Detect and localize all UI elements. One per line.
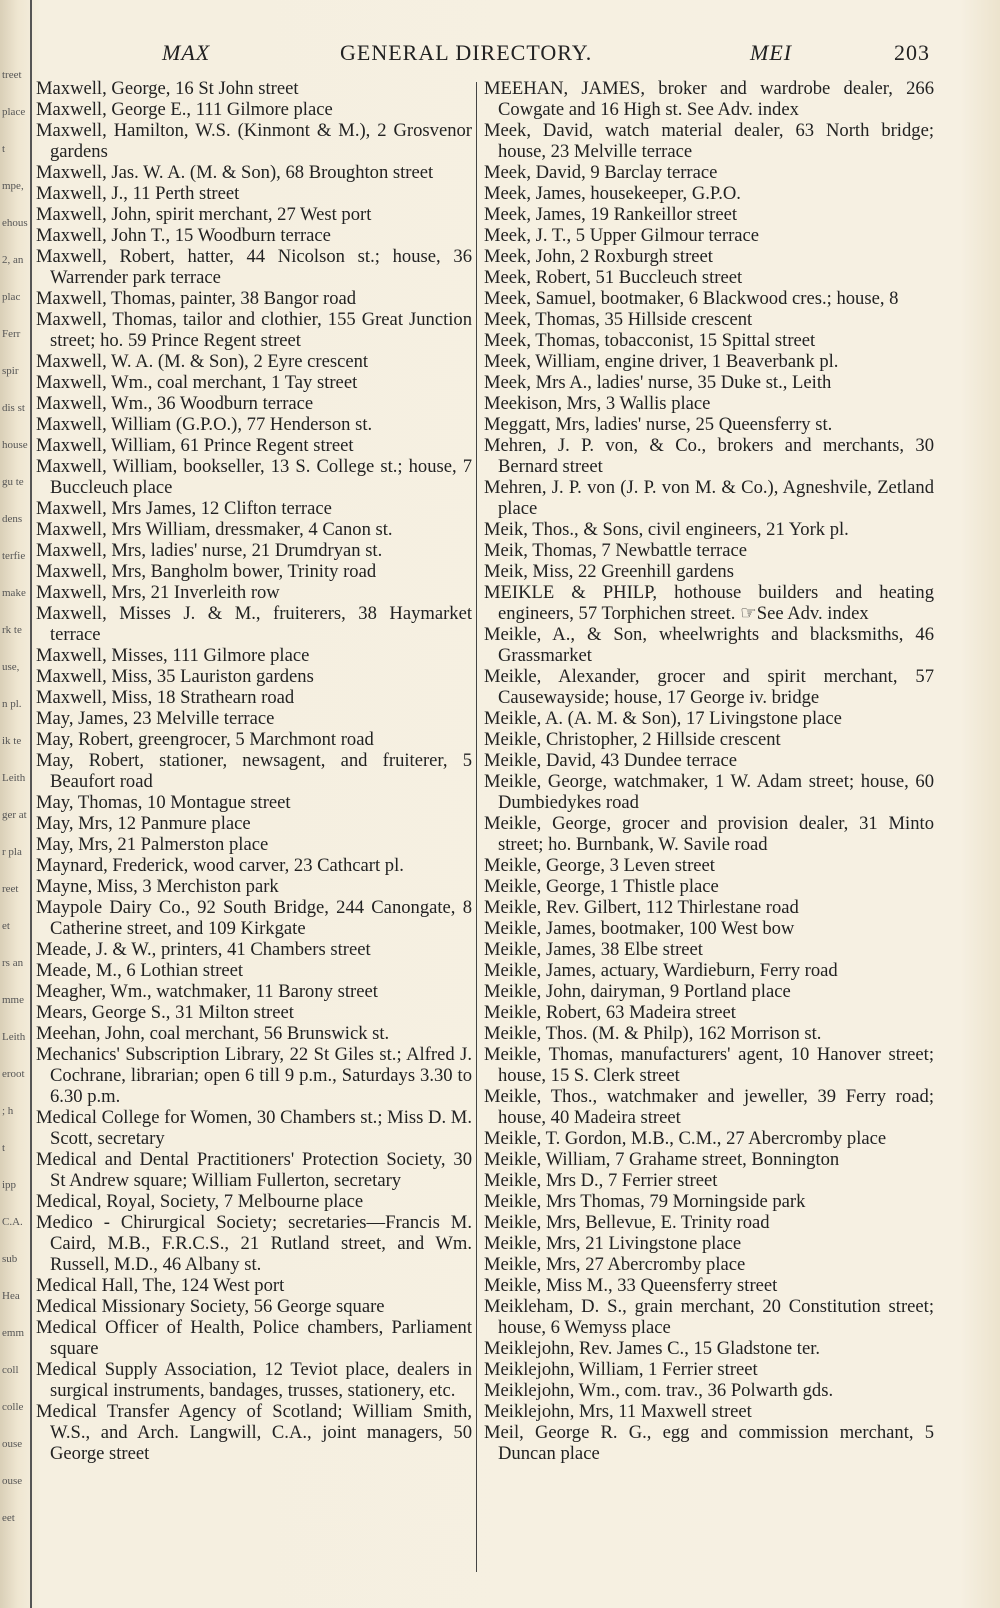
directory-entry: Meikle, John, dairyman, 9 Portland place xyxy=(484,981,791,1002)
directory-entry: Meiklejohn, Mrs, 11 Maxwell street xyxy=(484,1401,752,1422)
gutter-text-fragment: ipp xyxy=(2,1179,17,1191)
directory-entry: Meikle, Mrs Thomas, 79 Morningside park xyxy=(484,1191,806,1212)
gutter-text-fragment: rk te xyxy=(2,624,22,636)
directory-entry: MEEHAN, JAMES, broker and wardrobe dealer, 266 Cowgate and 16 High st. See Adv. index xyxy=(484,78,934,120)
directory-entry: Meikle, James, bootmaker, 100 West bow xyxy=(484,918,795,939)
gutter-text-fragment: spir xyxy=(2,365,19,377)
page-header xyxy=(40,40,930,70)
gutter-text-fragment: ik te xyxy=(2,735,22,747)
directory-entry: Maxwell, W. A. (M. & Son), 2 Eyre crescent xyxy=(36,351,369,372)
directory-entry: May, Robert, greengrocer, 5 Marchmont road xyxy=(36,729,374,750)
directory-entry: Medico - Chirurgical Society; secretaries—Francis M. Caird, M.B., F.R.C.S., 21 Rutland street, and Wm. Russell, M.D., 46 Albany st. xyxy=(36,1212,472,1275)
directory-entry: Maynard, Frederick, wood carver, 23 Cathcart pl. xyxy=(36,855,404,876)
directory-entry: Meikle, Mrs, 27 Abercromby place xyxy=(484,1254,746,1275)
directory-entry: Meek, James, housekeeper, G.P.O. xyxy=(484,183,741,204)
directory-entry: Maxwell, Miss, 18 Strathearn road xyxy=(36,687,295,708)
directory-entry: Meikle, David, 43 Dundee terrace xyxy=(484,750,737,771)
gutter-text-fragment: dens xyxy=(2,513,23,525)
directory-entry: Maypole Dairy Co., 92 South Bridge, 244 Canongate, 8 Catherine street, and 109 Kirkgate xyxy=(36,897,472,939)
gutter-text-fragment: r pla xyxy=(2,846,22,858)
directory-entry: Meikle, Robert, 63 Madeira street xyxy=(484,1002,736,1023)
directory-entry: Meikle, James, 38 Elbe street xyxy=(484,939,703,960)
gutter-text-fragment: mme xyxy=(2,994,24,1006)
directory-entry: Meek, Robert, 51 Buccleuch street xyxy=(484,267,743,288)
directory-entry: Meek, James, 19 Rankeillor street xyxy=(484,204,738,225)
directory-entry: Meek, Samuel, bootmaker, 6 Blackwood cres.; house, 8 xyxy=(484,288,899,309)
directory-entry: Meikle, George, 3 Leven street xyxy=(484,855,715,876)
directory-entry: Mehren, J. P. von, & Co., brokers and merchants, 30 Bernard street xyxy=(484,435,934,477)
directory-entry: Meil, George R. G., egg and commission merchant, 5 Duncan place xyxy=(484,1422,934,1464)
directory-entry: Maxwell, William (G.P.O.), 77 Henderson st. xyxy=(36,414,373,435)
directory-entry: Mehren, J. P. von (J. P. von M. & Co.), Agneshvile, Zetland place xyxy=(484,477,934,519)
directory-entry: Maxwell, Mrs William, dressmaker, 4 Canon st. xyxy=(36,519,393,540)
gutter-text-fragment: ehous xyxy=(2,217,28,229)
gutter-text-fragment: use, xyxy=(2,661,20,673)
directory-entry: Meik, Miss, 22 Greenhill gardens xyxy=(484,561,734,582)
gutter-text-fragment: sub xyxy=(2,1253,18,1265)
directory-entry: Meikle, Alexander, grocer and spirit merchant, 57 Causewayside; house, 17 George iv. bridge xyxy=(484,666,934,708)
directory-entry: Meikle, Mrs, Bellevue, E. Trinity road xyxy=(484,1212,770,1233)
directory-entry: Meikle, T. Gordon, M.B., C.M., 27 Abercromby place xyxy=(484,1128,887,1149)
gutter-text-fragment: emm xyxy=(2,1327,24,1339)
directory-entry: Meiklejohn, William, 1 Ferrier street xyxy=(484,1359,758,1380)
gutter-text-fragment: t xyxy=(2,1142,6,1154)
gutter-text-fragment: et xyxy=(2,920,10,932)
gutter-text-fragment: mpe, xyxy=(2,180,24,192)
gutter-text-fragment: t xyxy=(2,143,6,155)
directory-entry: Meikle, George, watchmaker, 1 W. Adam street; house, 60 Dumbiedykes road xyxy=(484,771,934,813)
directory-entry: Meikle, James, actuary, Wardieburn, Ferry road xyxy=(484,960,838,981)
gutter-text-fragment: coll xyxy=(2,1364,19,1376)
gutter-text-fragment: gu te xyxy=(2,476,24,488)
directory-entry: Meik, Thomas, 7 Newbattle terrace xyxy=(484,540,747,561)
gutter-text-fragment: eroot xyxy=(2,1068,25,1080)
directory-entry: Maxwell, William, bookseller, 13 S. College st.; house, 7 Buccleuch place xyxy=(36,456,472,498)
directory-entry: Maxwell, Misses J. & M., fruiterers, 38 Haymarket terrace xyxy=(36,603,472,645)
directory-entry: May, Thomas, 10 Montague street xyxy=(36,792,291,813)
column-divider xyxy=(476,82,477,1572)
directory-entry: Maxwell, Miss, 35 Lauriston gardens xyxy=(36,666,314,687)
directory-entry: May, James, 23 Melville terrace xyxy=(36,708,275,729)
directory-entry: Maxwell, Thomas, tailor and clothier, 155 Great Junction street; ho. 59 Prince Regent street xyxy=(36,309,472,351)
directory-entry: Medical Officer of Health, Police chambers, Parliament square xyxy=(36,1317,472,1359)
header-title: GENERAL DIRECTORY. xyxy=(340,40,593,65)
gutter-text-fragment: Hea xyxy=(2,1290,20,1302)
gutter-text-fragment: ger at xyxy=(2,809,27,821)
directory-entry: Maxwell, Hamilton, W.S. (Kinmont & M.), 2 Grosvenor gardens xyxy=(36,120,472,162)
gutter-text-fragment: C.A. xyxy=(2,1216,23,1228)
gutter-text-fragment: place xyxy=(2,106,26,118)
directory-entry: Maxwell, Wm., 36 Woodburn terrace xyxy=(36,393,314,414)
gutter-text-fragment: treet xyxy=(2,69,22,81)
directory-entry: May, Mrs, 12 Panmure place xyxy=(36,813,251,834)
directory-entry: Meek, John, 2 Roxburgh street xyxy=(484,246,713,267)
adjacent-page-gutter xyxy=(0,0,32,1608)
directory-entry: Medical, Royal, Society, 7 Melbourne place xyxy=(36,1191,364,1212)
directory-entry: Meagher, Wm., watchmaker, 11 Barony street xyxy=(36,981,378,1002)
directory-entry: Meek, J. T., 5 Upper Gilmour terrace xyxy=(484,225,760,246)
directory-entry: Maxwell, John T., 15 Woodburn terrace xyxy=(36,225,331,246)
gutter-text-fragment: Leith xyxy=(2,1031,26,1043)
directory-entry: Meikle, Miss M., 33 Queensferry street xyxy=(484,1275,778,1296)
directory-entry: Meikle, A. (A. M. & Son), 17 Livingstone place xyxy=(484,708,842,729)
directory-entry: Medical College for Women, 30 Chambers st.; Miss D. M. Scott, secretary xyxy=(36,1107,472,1149)
directory-entry: Maxwell, John, spirit merchant, 27 West port xyxy=(36,204,372,225)
directory-entry: Meade, M., 6 Lothian street xyxy=(36,960,244,981)
gutter-text-fragment: ouse xyxy=(2,1475,23,1487)
directory-entry: Meikle, Thos., watchmaker and jeweller, 39 Ferry road; house, 40 Madeira street xyxy=(484,1086,934,1128)
gutter-text-fragment: ; h xyxy=(2,1105,14,1117)
directory-entry: Meggatt, Mrs, ladies' nurse, 25 Queensferry st. xyxy=(484,414,833,435)
directory-entry: Maxwell, Thomas, painter, 38 Bangor road xyxy=(36,288,357,309)
directory-entry: Mayne, Miss, 3 Merchiston park xyxy=(36,876,279,897)
gutter-text-fragment: 2, an xyxy=(2,254,24,266)
directory-entry: Maxwell, Misses, 111 Gilmore place xyxy=(36,645,310,666)
page-number: 203 xyxy=(894,40,930,65)
directory-entry: Maxwell, Mrs, 21 Inverleith row xyxy=(36,582,280,603)
gutter-text-fragment: rs an xyxy=(2,957,24,969)
directory-entry: Meek, Mrs A., ladies' nurse, 35 Duke st., Leith xyxy=(484,372,832,393)
directory-entry: Meik, Thos., & Sons, civil engineers, 21 York pl. xyxy=(484,519,849,540)
directory-entry: Medical Transfer Agency of Scotland; William Smith, W.S., and Arch. Langwill, C.A., joint managers, 50 George street xyxy=(36,1401,472,1464)
directory-entry: Meikle, Mrs D., 7 Ferrier street xyxy=(484,1170,718,1191)
directory-entry: Maxwell, George, 16 St John street xyxy=(36,78,299,99)
directory-entry: Maxwell, Mrs James, 12 Clifton terrace xyxy=(36,498,332,519)
directory-entry: Meikle, George, grocer and provision dealer, 31 Minto street; ho. Burnbank, W. Savile road xyxy=(484,813,934,855)
directory-entry: Maxwell, J., 11 Perth street xyxy=(36,183,240,204)
gutter-text-fragment: Leith xyxy=(2,772,26,784)
directory-entry: Meek, David, 9 Barclay terrace xyxy=(484,162,718,183)
gutter-text-fragment: terfie xyxy=(2,550,26,562)
directory-entry: May, Robert, stationer, newsagent, and fruiterer, 5 Beaufort road xyxy=(36,750,472,792)
gutter-text-fragment: Ferr xyxy=(2,328,21,340)
gutter-text-fragment: reet xyxy=(2,883,19,895)
directory-entry: Mechanics' Subscription Library, 22 St Giles st.; Alfred J. Cochrane, librarian; open 6 till 9 p.m., Saturdays 3.30 to 6.30 p.m. xyxy=(36,1044,472,1107)
directory-entry: Meikle, Mrs, 21 Livingstone place xyxy=(484,1233,742,1254)
directory-entry: Meek, David, watch material dealer, 63 North bridge; house, 23 Melville terrace xyxy=(484,120,934,162)
directory-entry: Medical Missionary Society, 56 George square xyxy=(36,1296,385,1317)
directory-entry: Meikle, William, 7 Grahame street, Bonnington xyxy=(484,1149,840,1170)
directory-entry: Meikle, A., & Son, wheelwrights and blacksmiths, 46 Grassmarket xyxy=(484,624,934,666)
gutter-text-fragment: eet xyxy=(2,1512,15,1524)
directory-entry: Meek, Thomas, 35 Hillside crescent xyxy=(484,309,753,330)
gutter-text-fragment: colle xyxy=(2,1401,24,1413)
gutter-text-fragment: plac xyxy=(2,291,21,303)
directory-entry: Mears, George S., 31 Milton street xyxy=(36,1002,294,1023)
directory-entry: May, Mrs, 21 Palmerston place xyxy=(36,834,269,855)
gutter-text-fragment: make xyxy=(2,587,26,599)
directory-entry: Meikle, Rev. Gilbert, 112 Thirlestane road xyxy=(484,897,799,918)
directory-entry: Meikle, George, 1 Thistle place xyxy=(484,876,719,897)
directory-entry: Maxwell, Robert, hatter, 44 Nicolson st.; house, 36 Warrender park terrace xyxy=(36,246,472,288)
directory-entry: MEIKLE & PHILP, hothouse builders and heating engineers, 57 Torphichen street. ☞See Adv. index xyxy=(484,582,934,624)
gutter-text-fragment: house xyxy=(2,439,28,451)
directory-entry: Maxwell, Mrs, ladies' nurse, 21 Drumdryan st. xyxy=(36,540,383,561)
directory-entry: Maxwell, George E., 111 Gilmore place xyxy=(36,99,333,120)
directory-entry: Meehan, John, coal merchant, 56 Brunswick st. xyxy=(36,1023,390,1044)
gutter-text-fragment: dis st xyxy=(2,402,25,414)
directory-entry: Medical Supply Association, 12 Teviot place, dealers in surgical instruments, bandages, trusses, stationery, etc. xyxy=(36,1359,472,1401)
directory-entry: Maxwell, Jas. W. A. (M. & Son), 68 Broughton street xyxy=(36,162,434,183)
directory-entry: Maxwell, William, 61 Prince Regent street xyxy=(36,435,354,456)
directory-entry: Meek, Thomas, tobacconist, 15 Spittal street xyxy=(484,330,816,351)
directory-entry: Meikle, Thomas, manufacturers' agent, 10 Hanover street; house, 15 S. Clerk street xyxy=(484,1044,934,1086)
gutter-text-fragment: ouse xyxy=(2,1438,23,1450)
gutter-text-fragment: n pl. xyxy=(2,698,22,710)
left-column xyxy=(36,78,472,1464)
right-column xyxy=(484,78,934,1464)
directory-entry: Medical Hall, The, 124 West port xyxy=(36,1275,285,1296)
directory-entry: Meikleham, D. S., grain merchant, 20 Constitution street; house, 6 Wemyss place xyxy=(484,1296,934,1338)
directory-entry: Meiklejohn, Rev. James C., 15 Gladstone ter. xyxy=(484,1338,821,1359)
directory-entry: Meiklejohn, Wm., com. trav., 36 Polwarth gds. xyxy=(484,1380,834,1401)
directory-entry: Meade, J. & W., printers, 41 Chambers street xyxy=(36,939,371,960)
directory-entry: Medical and Dental Practitioners' Protection Society, 30 St Andrew square; William Fullerton, secretary xyxy=(36,1149,472,1191)
directory-entry: Maxwell, Wm., coal merchant, 1 Tay street xyxy=(36,372,358,393)
directory-entry: Meikle, Christopher, 2 Hillside crescent xyxy=(484,729,781,750)
directory-entry: Maxwell, Mrs, Bangholm bower, Trinity road xyxy=(36,561,377,582)
header-left-catchword: MAX xyxy=(162,40,211,65)
directory-entry: Meekison, Mrs, 3 Wallis place xyxy=(484,393,711,414)
header-right-catchword: MEI xyxy=(750,40,793,65)
directory-entry: Meikle, Thos. (M. & Philp), 162 Morrison st. xyxy=(484,1023,822,1044)
directory-entry: Meek, William, engine driver, 1 Beaverbank pl. xyxy=(484,351,839,372)
